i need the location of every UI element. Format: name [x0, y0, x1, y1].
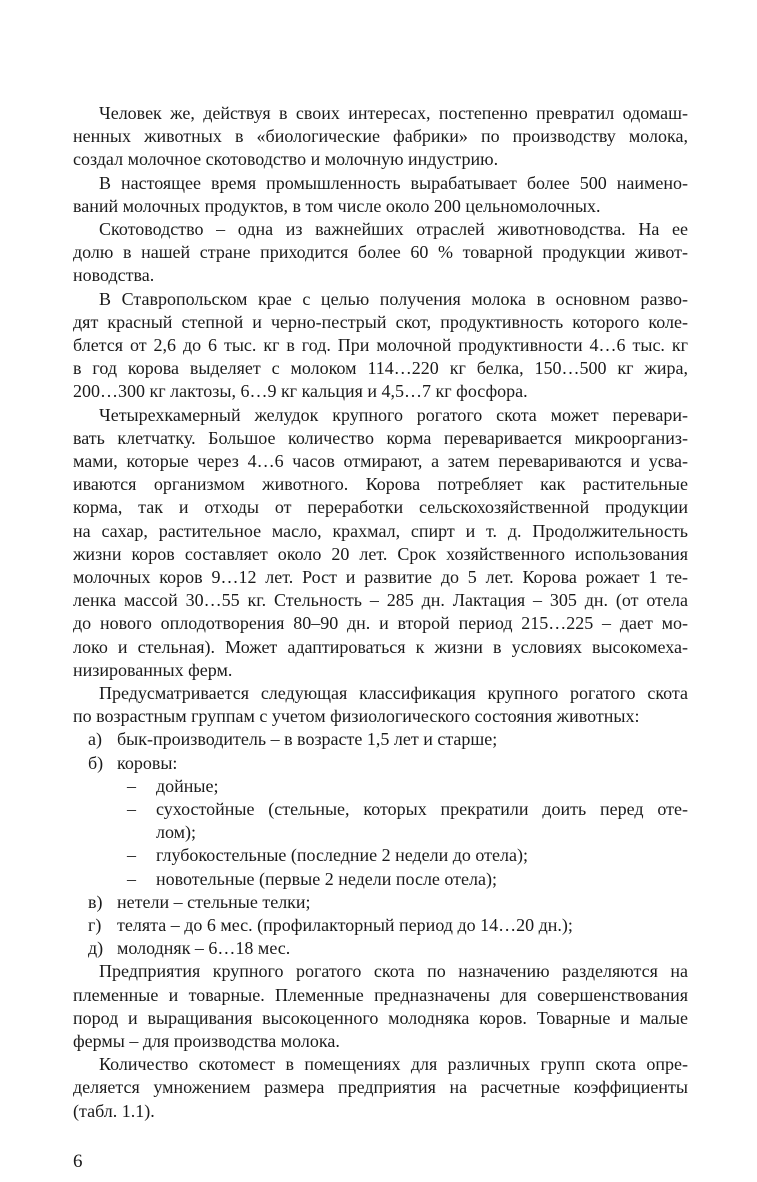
- list-item: [88, 751, 688, 775]
- list-item: [88, 913, 688, 937]
- sub-list-item: [127, 774, 688, 798]
- text-line: дят красный степной и черно-пестрый скот, продуктивность которого коле-: [73, 311, 688, 332]
- text-line: корма, так и отходы от переработки сельскохозяйственной продукции: [73, 497, 688, 518]
- text-line: новодства.: [73, 265, 155, 286]
- text-line: на сахар, растительное масло, крахмал, спирт и т. д. Продолжительность: [73, 520, 688, 541]
- text-line: в год корова выделяет с молоком 114…220 кг белка, 150…500 кг жира,: [73, 358, 688, 379]
- sub-list-item: [127, 843, 688, 867]
- text-line: В настоящее время промышленность вырабатывает более 500 наимено-: [99, 172, 688, 193]
- text-line: деляется умножением размера предприятия на расчетные коэффициенты: [73, 1077, 688, 1098]
- text-line: ненных животных в «биологические фабрики» по производству молока,: [73, 126, 688, 147]
- list-item: [88, 890, 688, 914]
- list-marker: а): [88, 729, 102, 750]
- text-line: В Ставропольском крае с целью получения молока в основном разво-: [99, 288, 688, 309]
- text-line: создал молочное скотоводство и молочную индустрию.: [73, 149, 499, 170]
- text-line: ленка массой 30…55 кг. Стельность – 285 дн. Лактация – 305 дн. (от отела: [73, 590, 688, 611]
- list-item-text: бык-производитель – в возрасте 1,5 лет и старше;: [117, 729, 498, 750]
- text-line: 200…300 кг лактозы, 6…9 кг кальция и 4,5…7 кг фосфора.: [73, 381, 528, 402]
- text-line: пород и выращивания высокоценного молодняка коров. Товарные и малые: [73, 1007, 688, 1028]
- text-line: Предприятия крупного рогатого скота по назначению разделяются на: [99, 961, 688, 982]
- text-line: Человек же, действуя в своих интересах, постепенно превратил одомаш-: [99, 103, 688, 123]
- text-line: иваются организмом животного. Корова потребляет как растительные: [73, 474, 688, 495]
- text-line: (табл. 1.1).: [73, 1100, 155, 1121]
- text-line: Предусматривается следующая классификация крупного рогатого скота: [99, 683, 688, 703]
- text-line: Скотоводство – одна из важнейших отраслей животноводства. На ее: [99, 219, 688, 239]
- page-number: 6: [73, 1150, 83, 1172]
- list-marker: д): [88, 938, 104, 959]
- list-item-text: телята – до 6 мес. (профилакторный период до 14…20 дн.);: [117, 915, 573, 935]
- list-marker: г): [88, 915, 102, 935]
- text-line: локо и стельная). Может адаптироваться к жизни в условиях высокомеха-: [73, 636, 688, 657]
- text-line: мами, которые через 4…6 часов отмирают, а затем перевариваются и усва-: [73, 451, 688, 471]
- list-item-text: нетели – стельные телки;: [117, 891, 311, 912]
- sub-list-item-text: дойные;: [156, 775, 219, 796]
- sub-list-item: [127, 867, 688, 891]
- text-line: долю в нашей стране приходится более 60 % товарной продукции живот-: [73, 242, 688, 263]
- dash-marker: –: [127, 845, 136, 866]
- dash-marker: –: [127, 775, 136, 796]
- text-line: низированных ферм.: [73, 659, 233, 680]
- sub-list-item-text: сухостойные (стельные, которых прекратили доить перед оте-: [156, 799, 688, 819]
- text-line: вать клетчатку. Большое количество корма переваривается микроорганиз-: [73, 427, 688, 448]
- list-item-text: коровы:: [117, 752, 178, 773]
- text-line: племенные и товарные. Племенные предназначены для совершенствования: [73, 984, 688, 1005]
- text-line: жизни коров составляет около 20 лет. Срок хозяйственного использования: [73, 543, 688, 564]
- list-item: [88, 936, 688, 960]
- text-line: молочных коров 9…12 лет. Рост и развитие до 5 лет. Корова рожает 1 те-: [73, 567, 688, 587]
- text-line: до нового оплодотворения 80–90 дн. и второй период 215…225 – дает мо-: [73, 613, 688, 634]
- list-item-text: молодняк – 6…18 мес.: [117, 938, 291, 959]
- list-marker: в): [88, 891, 103, 912]
- sub-list-item-text: новотельные (первые 2 недели после отела);: [156, 868, 498, 889]
- text-line: ваний молочных продуктов, в том числе около 200 цельномолочных.: [73, 195, 601, 216]
- list-marker: б): [88, 752, 104, 773]
- text-line: Количество скотомест в помещениях для различных групп скота опре-: [99, 1054, 688, 1075]
- text-line: блется от 2,6 до 6 тыс. кг в год. При молочной продуктивности 4…6 тыс. кг: [73, 335, 688, 355]
- sub-list-item-text: глубокостельные (последние 2 недели до отела);: [156, 845, 529, 866]
- list-item: [88, 727, 688, 751]
- dash-marker: –: [127, 799, 136, 819]
- sub-list-item-continuation: лом);: [156, 822, 197, 843]
- text-line: Четырехкамерный желудок крупного рогатого скота может перевари-: [99, 404, 688, 425]
- text-line: фермы – для производства молока.: [73, 1031, 340, 1051]
- dash-marker: –: [127, 868, 136, 889]
- text-line: по возрастным группам с учетом физиологического состояния животных:: [73, 706, 640, 727]
- sub-list-item: [127, 797, 688, 821]
